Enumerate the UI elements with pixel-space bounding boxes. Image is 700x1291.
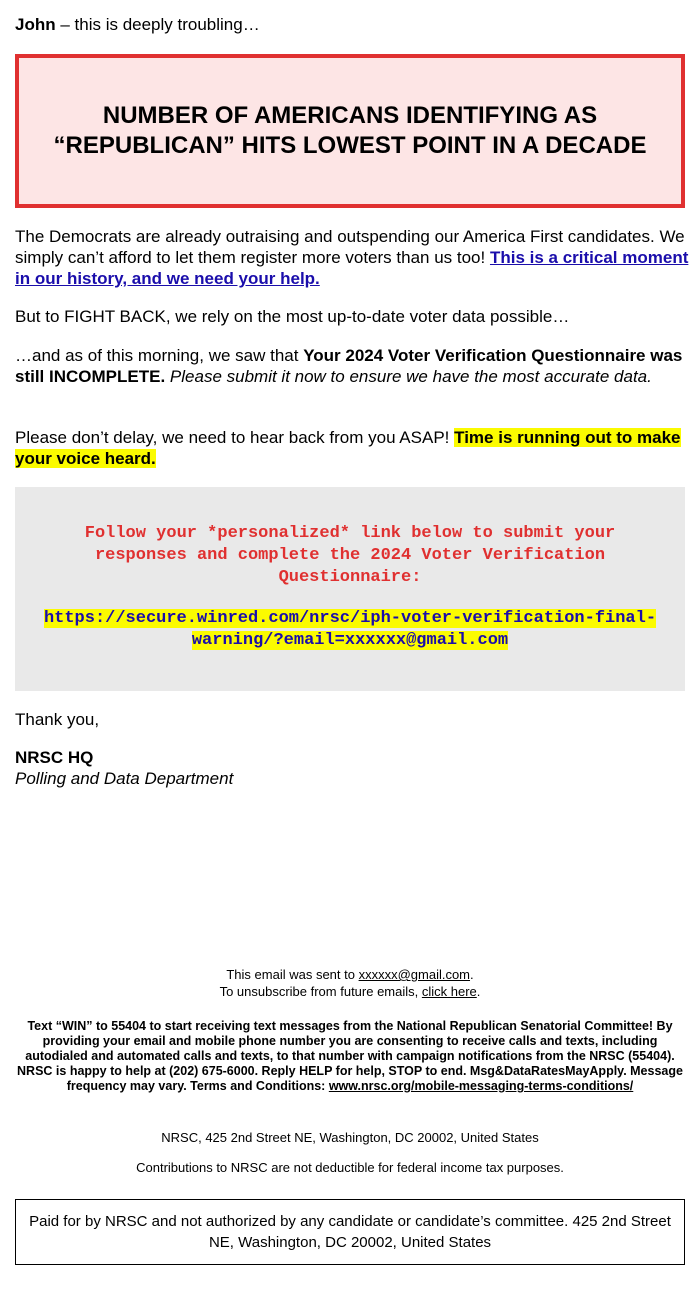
- alert-headline-box: [15, 54, 685, 208]
- critical-moment-link[interactable]: This is a critical moment in our history, and we need your help.: [15, 248, 689, 288]
- greeting-text: – this is deeply troubling…: [55, 15, 260, 34]
- mailing-address: NRSC, 425 2nd Street NE, Washington, DC 20002, United States: [161, 1130, 539, 1145]
- alert-headline: NUMBER OF AMERICANS IDENTIFYING AS “REPUBLICAN” HITS LOWEST POINT IN A DECADE: [53, 102, 647, 159]
- terms-conditions-link[interactable]: www.nrsc.org/mobile-messaging-terms-conditions/: [328, 1079, 634, 1093]
- unsubscribe-link[interactable]: click here: [421, 984, 477, 999]
- signature-department: Polling and Data Department: [15, 769, 234, 788]
- time-running-out-highlight: Time is running out to make your voice heard.: [15, 428, 681, 468]
- tax-deductible-note: Contributions to NRSC are not deductible for federal income tax purposes.: [136, 1160, 564, 1175]
- sent-suffix: .: [470, 967, 474, 982]
- unsubscribe-suffix: .: [476, 984, 481, 999]
- questionnaire-incomplete-notice: Your 2024 Voter Verification Questionnaire was still INCOMPLETE.: [15, 346, 683, 386]
- paid-for-box: [15, 1199, 685, 1265]
- recipient-name: John: [15, 15, 56, 34]
- greeting: [15, 14, 260, 36]
- paragraph-fight-back: But to FIGHT BACK, we rely on the most up-to-date voter data possible…: [15, 307, 570, 326]
- cta-lead-text: Follow your *personalized* link below to submit your responses and complete the 2024 Voter Verification Questionnaire:: [84, 524, 616, 587]
- paragraph-dont-delay: [15, 427, 690, 469]
- questionnaire-link[interactable]: https://secure.winred.com/nrsc/iph-voter-verification-final-warning/?email=xxxxxx@gmail.com: [43, 609, 657, 650]
- paragraph-democrats-text: The Democrats are already outraising and outspending our America First candidates. We simply can’t afford to let them register more voters than us too!: [15, 227, 685, 267]
- unsubscribe-text: To unsubscribe from future emails,: [219, 984, 422, 999]
- submit-now-note: Please submit it now to ensure we have the most accurate data.: [169, 367, 652, 386]
- sms-disclaimer: [15, 1019, 685, 1094]
- footer-sent-info: [15, 966, 685, 1000]
- thank-you: Thank you,: [15, 710, 100, 729]
- recipient-email-link[interactable]: xxxxxx@gmail.com: [358, 967, 471, 982]
- cta-link-wrapper: [35, 608, 665, 652]
- paragraph-questionnaire: [15, 345, 690, 387]
- paragraph-democrats: [15, 226, 690, 289]
- paragraph-questionnaire-text: …and as of this morning, we saw that: [15, 346, 304, 365]
- sent-to-text: This email was sent to: [226, 967, 359, 982]
- signature-name: NRSC HQ: [15, 748, 94, 767]
- paid-for-text: Paid for by NRSC and not authorized by any candidate or candidate’s committee. 425 2nd Street NE, Washington, DC 20002, United States: [29, 1213, 671, 1251]
- paragraph-dont-delay-text: Please don’t delay, we need to hear back from you ASAP!: [15, 428, 455, 447]
- sms-disclaimer-text: Text “WIN” to 55404 to start receiving text messages from the National Republican Senatorial Committee! By providing your email and mobile phone number you are consenting to receive calls and texts, including autodialed and automated calls and texts, to that number with campaign notifications from the NRSC (55404). NRSC is happy to help at (202) 675-6000. Reply HELP for help, STOP to end. Msg&DataRatesMayApply. Message frequency may vary. Terms and Conditions:: [17, 1019, 683, 1093]
- cta-box: [15, 487, 685, 691]
